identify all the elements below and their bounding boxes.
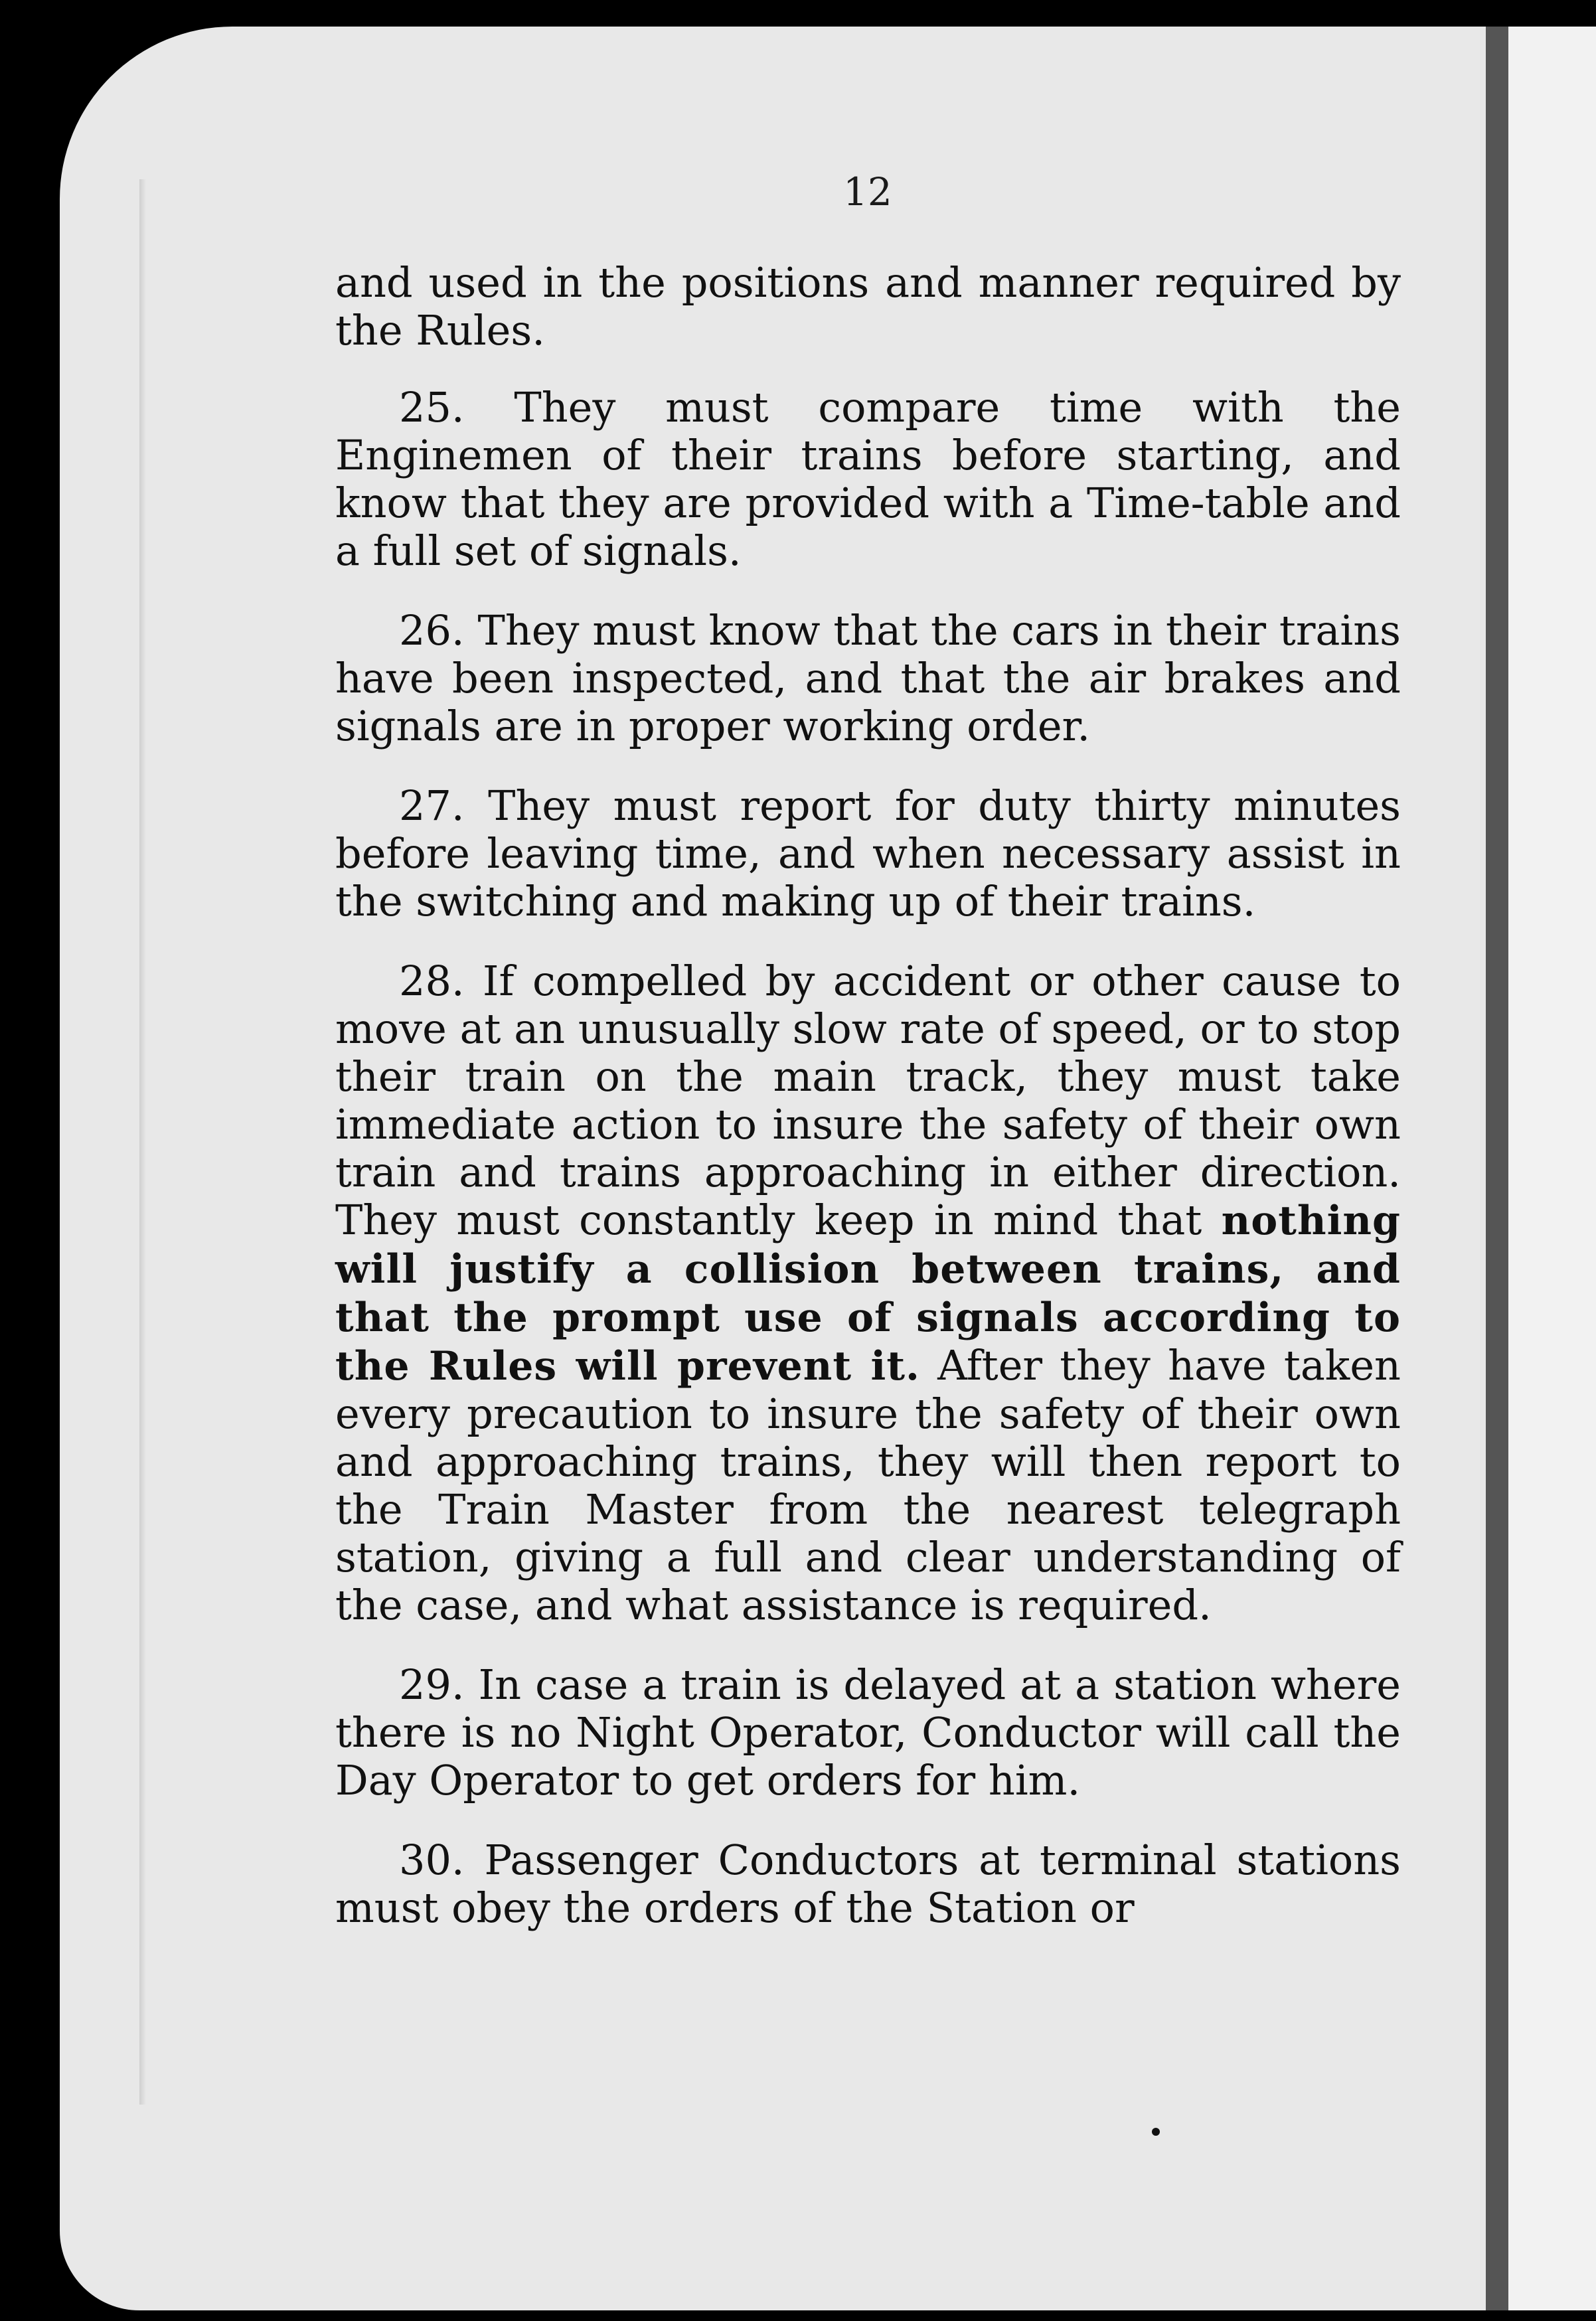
rules-text (335, 259, 1401, 1964)
rule-28 (335, 957, 1401, 1629)
rule-27: 27. They must report for duty thirty minutes before leaving time, and when necessary assist in the switching and making up of their trains. (335, 781, 1401, 925)
rule-28-text-after: After they have taken every precaution to insure the safety of their own and approaching trains, they will then report to the Train Master from the nearest telegraph station, giving a full and clear understanding of the case, and what assistance is required. (335, 1341, 1401, 1629)
rule-26: 26. They must know that the cars in their trains have been inspected, and that the air brakes and signals are in proper working order. (335, 606, 1401, 750)
rule-28-text-before: 28. If compelled by accident or other cause to move at an unusually slow rate of speed, or to stop their train on the main track, they must take immediate action to insure the safety of their own train and trains approaching in either direction. They must constantly keep in mind that (335, 957, 1401, 1244)
page-edge-shadow (139, 179, 146, 2105)
rule-30: 30. Passenger Conductors at terminal stations must obey the orders of the Station or (335, 1836, 1401, 1932)
rule-28-emphasis: nothing will justify a collision between trains, and that the prompt use of signals according to the Rules will prevent it. (335, 1198, 1401, 1390)
rule-29: 29. In case a train is delayed at a station where there is no Night Operator, Conductor will call the Day Operator to get orders for him. (335, 1660, 1401, 1804)
book-spine (1486, 27, 1508, 2310)
paragraph-continuation: and used in the positions and manner required by the Rules. (335, 258, 1401, 355)
facing-page-edge (1508, 27, 1596, 2310)
page-number: 12 (843, 169, 892, 214)
ink-speck (1152, 2128, 1160, 2136)
rule-25: 25. They must compare time with the Enginemen of their trains before starting, and know that they are provided with a Time-table and a full set of signals. (335, 383, 1401, 575)
